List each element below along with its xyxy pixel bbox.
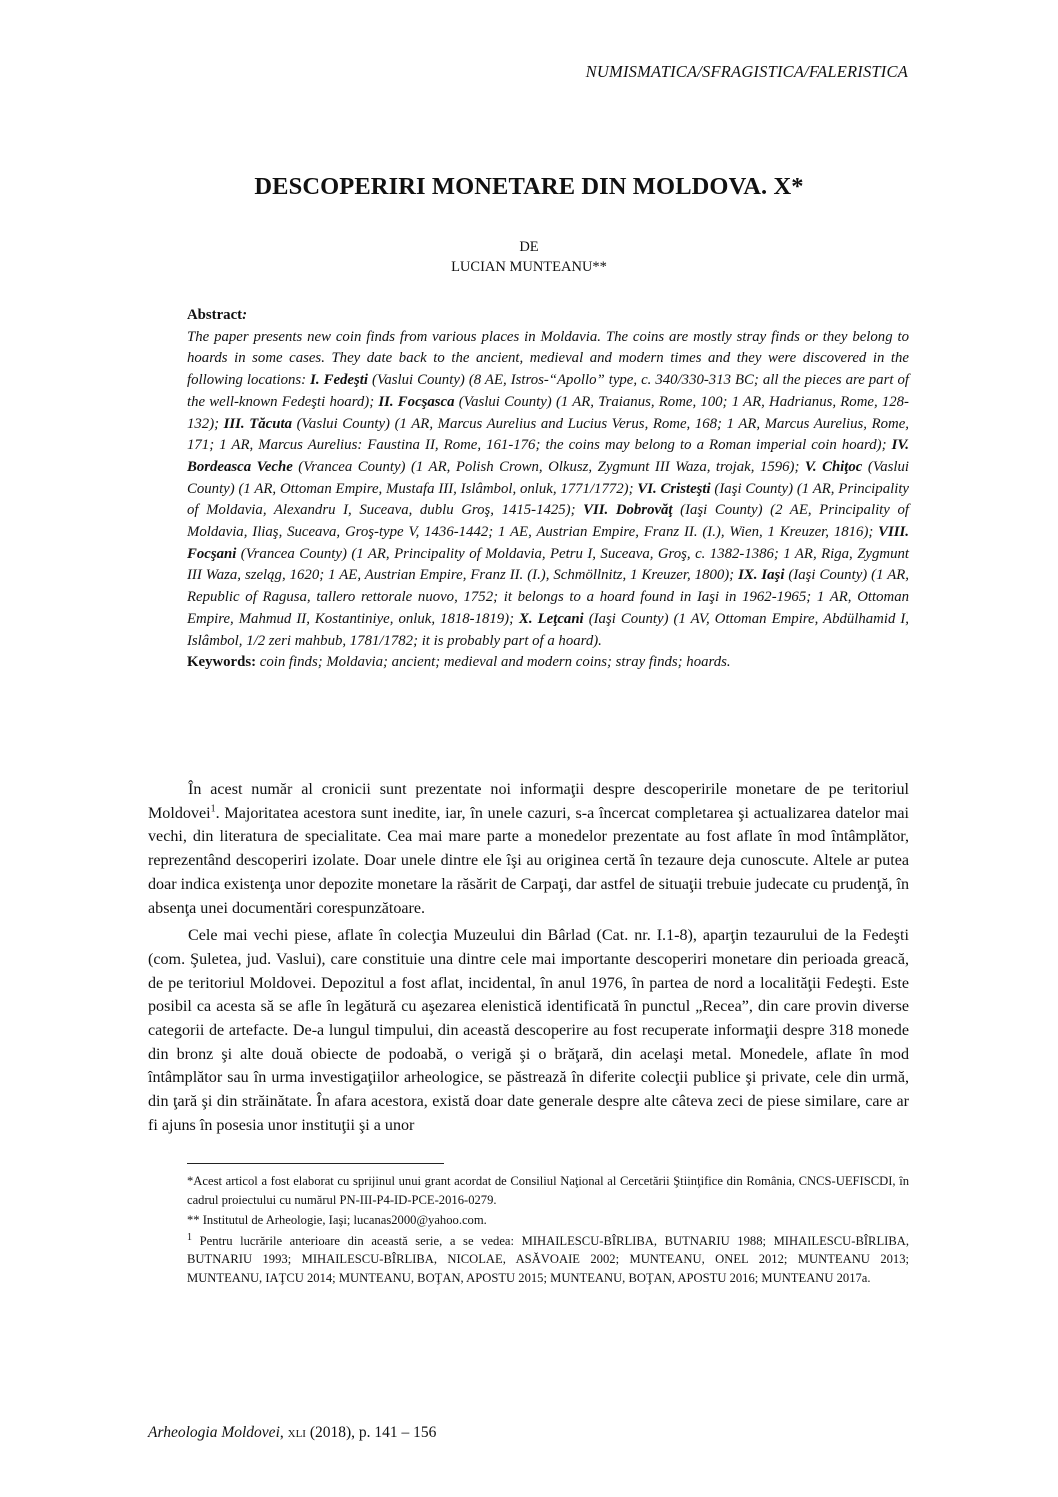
main-text [148, 778, 909, 1138]
paper-title: DESCOPERIRI MONETARE DIN MOLDOVA. X* [254, 173, 804, 200]
abstract-body [187, 327, 909, 653]
footnote-ref[interactable]: 1 [210, 803, 216, 815]
journal-footer [148, 1424, 436, 1442]
abstract-site: I. Fedeşti [310, 372, 368, 389]
abstract-site: IV. Bordeasca Veche [187, 437, 909, 475]
abstract-site: III. Tăcuta [223, 415, 292, 432]
footnote-1 [187, 1232, 909, 1288]
abstract-text: (Vaslui County) (1 AR, Marcus Aurelius and Lucius Verus, Rome, 168; 1 AR, Marcus Aurelius, Rome, 171; 1 AR, Marcus Aurelius: Faustina II, Rome, 161-176; the coins may belong to a Roman imperial coin hoard); [187, 415, 909, 454]
journal-pages: (2018), p. 141 – 156 [305, 1424, 437, 1441]
abstract-site: II. Focşasca [378, 393, 455, 410]
paragraph-text: . Majoritatea acestora sunt inedite, iar, în unele cazuri, s-a încercat completarea şi actualizarea datelor mai vechi, din literatura de specialitate. Cea mai mare parte a monedelor prezentate au fost aflate în mod întâmplător, reprezentând descoperiri izolate. Doar unele dintre ele îşi au originea certă în tezaure deja cunoscute. Altele ar putea doar indica existenţa unor depozite monetare la răsărit de Carpaţi, dar astfel de situaţii trebuie judecate cu prudenţă, în absenţa unei documentări corespunzătoare. [148, 804, 909, 917]
footnote-affiliation: ** Institutul de Arheologie, Iaşi; lucanas2000@yahoo.com. [187, 1213, 487, 1228]
footnote-text: Pentru lucrările anterioare din această serie, a se vedea: MIHAILESCU-BÎRLIBA, BUTNARIU 1988; MIHAILESCU-BÎRLIBA, BUTNARIU 1993; MIHAILESCU-BÎRLIBA, NICOLAE, ASĂVOAIE 2002; MUNTEANU, ONEL 2012; MUNTEANU 2013; MUNTEANU, IAŢCU 2014; MUNTEANU, BOŢAN, APOSTU 2015; MUNTEANU, BOŢAN, APOSTU 2016; MUNTEANU 2017a. [187, 1233, 909, 1285]
journal-name: Arheologia Moldovei [148, 1424, 280, 1441]
author-name: LUCIAN MUNTEANU** [451, 259, 607, 275]
journal-volume: xli [287, 1424, 306, 1441]
paragraph [148, 778, 909, 920]
abstract-text: The paper presents new coin finds from various places in Moldavia. The coins are mostly stray finds or they belong to hoards in some cases. They date back to the ancient, medieval and modern times and they were discovered in the following locations: [187, 328, 909, 389]
abstract-text: (Vrancea County) (1 AR, Principality of Moldavia, Petru I, Suceava, Groş, c. 1382-1386; 1 AR, Riga, Zygmunt III Waza, szeląg, 1620; 1 AE, Austrian Empire, Franz II. (I.), Schmöllnitz, 1 Kreuzer, 1800); [187, 545, 909, 584]
abstract-text: (Iaşi County) (2 AE, Principality of Moldavia, Iliaş, Suceava, Groş-type V, 1436-1442; 1 AE, Austrian Empire, Franz II. (I.), Wien, 1 Kreuzer, 1816); [187, 502, 909, 541]
keywords-text: coin finds; Moldavia; ancient; medieval and modern coins; stray finds; hoards. [256, 654, 731, 671]
abstract-text: (Vaslui County) (1 AR, Traianus, Rome, 100; 1 AR, Hadrianus, Rome, 128-132); [187, 393, 909, 432]
abstract [187, 305, 909, 674]
keywords [187, 652, 909, 674]
abstract-text: (Vrancea County) (1 AR, Polish Crown, Olkusz, Zygmunt III Waza, trojak, 1596); [292, 458, 805, 475]
abstract-site: VIII. Focşani [187, 524, 909, 562]
footer-separator: , [279, 1424, 288, 1441]
abstract-site: IX. Iaşi [738, 567, 785, 584]
abstract-label: Abstract [187, 307, 243, 323]
abstract-text: (Vaslui County) (8 AE, Istros-“Apollo” type, c. 340/330-313 BC; all the pieces are part of the well-known Fedeşti hoard); [187, 372, 909, 410]
abstract-site: VI. Cristeşti [637, 480, 711, 497]
section-header: NUMISMATICA/SFRAGISTICA/FALERISTICA [585, 62, 908, 81]
footnote-number: 1 [187, 1231, 192, 1243]
abstract-site: V. Chiţoc [804, 458, 863, 475]
abstract-text: (Iaşi County) (1 AR, Republic of Ragusa, tallero rettorale nuovo, 1752; it belongs to a hoard found in Iaşi in 1962-1965; 1 AR, Ottoman Empire, Mahmud II, Kostantiniye, onluk, 1818-1819); [187, 567, 909, 627]
abstract-text: (Iaşi County) (1 AR, Principality of Moldavia, Alexandru I, Suceava, dublu Groş, 1415-1425); [187, 480, 909, 519]
abstract-site: X. Leţcani [519, 610, 584, 627]
footnote-divider [187, 1163, 444, 1164]
footnote-funding: *Acest articol a fost elaborat cu sprijinul unui grant acordat de Consiliul Naţional al Cercetării Ştiinţifice din România, CNCS-UEFISCDI, în cadrul proiectului cu numărul PN-III-P4-ID-PCE-2016-0279. [187, 1174, 909, 1207]
paragraph-text: În acest număr al cronicii sunt prezentate noi informaţii despre descoperirile monetare de pe teritoriul Moldovei [148, 781, 909, 822]
abstract-text: (Vaslui County) (1 AR, Ottoman Empire, Mustafa III, Islâmbol, onluk, 1771/1772); [187, 458, 909, 497]
abstract-heading [187, 305, 909, 327]
keywords-label: Keywords: [187, 654, 257, 671]
footnotes [187, 1172, 909, 1288]
abstract-label-colon: : [242, 307, 247, 323]
paragraph: Cele mai vechi piese, aflate în colecţia Muzeului din Bârlad (Cat. nr. I.1-8), aparţin tezaurului de la Fedeşti (com. Şuletea, jud. Vaslui), care constituie una dintre cele mai importante descoperiri monetare din perioada greacă, de pe teritoriul Moldovei. Depozitul a fost aflat, incidental, în anul 1976, în partea de nord a localităţii Fedeşti. Este posibil ca acesta să se afle în legătură cu aşezarea elenistică identificată în punctul „Recea”, din care provin diverse categorii de artefacte. De-a lungul timpului, din această descoperire au fost recuperate informaţii despre 318 monede din bronz şi alte două obiecte de podoabă, o verigă şi o brăţară, din acelaşi metal. Monedele, aflate în mod întâmplător sau în urma investigaţiilor arheologice, se păstrează în diferite colecţii publice şi private, cele din urmă, din ţară şi din străinătate. În afara acestora, există doar date generale despre alte câteva zeci de piese similare, care ar fi ajuns în posesia unor instituţii şi a unor [148, 927, 909, 1134]
byline-de: DE [519, 239, 539, 255]
abstract-site: VII. Dobrovăţ [583, 502, 673, 519]
abstract-text: (Iaşi County) (1 AV, Ottoman Empire, Abdülhamid I, Islâmbol, 1/2 zeri mahbub, 1781/1782; it is probably part of a hoard). [187, 610, 910, 649]
